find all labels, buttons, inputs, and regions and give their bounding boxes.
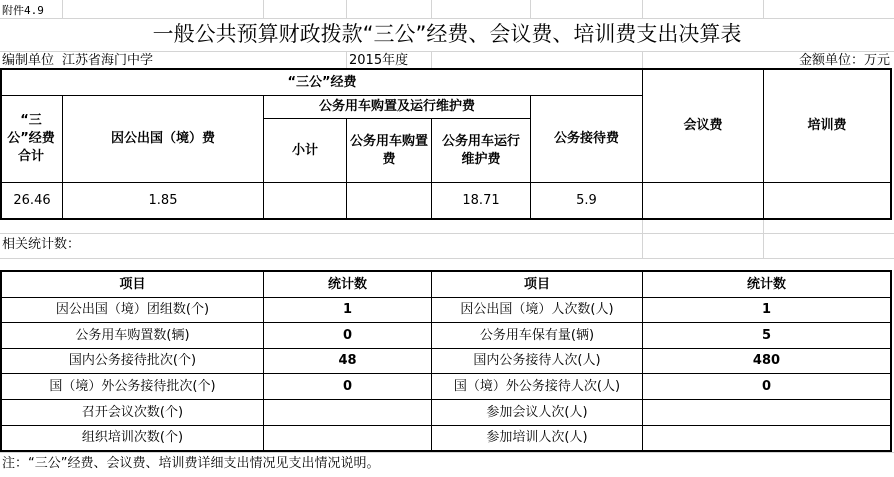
stats-item-1: 组织培训次数(个) xyxy=(81,430,184,445)
stats-item-1: 国内公务接待批次(个) xyxy=(68,353,197,368)
stats-count-2 xyxy=(643,426,890,450)
stats-count-2 xyxy=(643,400,890,425)
header-training: 培训费 xyxy=(807,118,847,133)
value-car-purchase xyxy=(347,183,431,218)
stats-count-1: 0 xyxy=(342,327,353,343)
header-reception: 公务接待费 xyxy=(553,131,619,146)
header-car-purchase: 公务用车购置费 xyxy=(350,133,429,167)
value-car-run: 18.71 xyxy=(462,192,500,208)
header-sangong: “三公”经费 xyxy=(287,74,357,90)
stats-count-2: 5 xyxy=(761,327,772,343)
unit-name: 江苏省海门中学 xyxy=(62,53,154,68)
stats-item-2: 参加培训人次(人) xyxy=(486,430,588,445)
header-sangong-total: “三公”经费合计 xyxy=(7,113,55,164)
stats-item-2: 国内公务接待人次(人) xyxy=(473,353,601,368)
stats-count-2: 1 xyxy=(761,302,772,317)
stats-count-1: 1 xyxy=(342,302,353,317)
stats-count-1 xyxy=(264,400,431,425)
stats-item-1: 公务用车购置数(辆) xyxy=(75,327,190,343)
header-car-run: 公务用车运行维护费 xyxy=(441,133,520,167)
stats-count-1: 0 xyxy=(342,378,353,394)
stats-item-2: 参加会议人次(人) xyxy=(486,404,588,420)
report-year: 2015年度 xyxy=(349,53,409,68)
stats-header-count-1: 统计数 xyxy=(327,276,367,292)
stats-count-2: 480 xyxy=(752,353,781,368)
value-abroad: 1.85 xyxy=(148,192,178,208)
header-meeting: 会议费 xyxy=(683,118,723,133)
unit-label: 编制单位 xyxy=(2,53,55,68)
stats-item-2: 因公出国（境）人次数(人) xyxy=(460,302,614,317)
stats-count-1: 48 xyxy=(338,353,357,368)
attachment-label: 附件4.9 xyxy=(2,4,44,17)
header-car-group: 公务用车购置及运行维护费 xyxy=(318,99,475,114)
stats-header-item-2: 项目 xyxy=(523,276,550,292)
stats-item-1: 因公出国（境）团组数(个) xyxy=(55,302,210,317)
stats-label: 相关统计数： xyxy=(2,237,81,252)
amount-unit: 金额单位：万元 xyxy=(798,53,890,68)
value-sangong-total: 26.46 xyxy=(13,192,51,208)
value-training xyxy=(764,183,890,218)
value-subtotal xyxy=(264,183,346,218)
stats-item-1: 召开会议次数(个) xyxy=(81,404,184,420)
stats-item-1: 国（境）外公务接待批次(个) xyxy=(49,378,216,394)
stats-item-2: 国（境）外公务接待人次(人) xyxy=(453,378,621,394)
page-title: 一般公共预算财政拨款“三公”经费、会议费、培训费支出决算表 xyxy=(152,22,742,46)
stats-header-count-2: 统计数 xyxy=(746,276,786,292)
stats-item-2: 公务用车保有量(辆) xyxy=(479,327,595,343)
value-reception: 5.9 xyxy=(576,192,597,208)
header-abroad: 因公出国（境）费 xyxy=(110,131,215,146)
stats-header-item-1: 项目 xyxy=(119,276,146,292)
footnote: 注：“三公”经费、会议费、培训费详细支出情况见支出情况说明。 xyxy=(2,456,380,471)
value-meeting xyxy=(643,183,763,218)
stats-count-2: 0 xyxy=(761,378,772,394)
header-subtotal: 小计 xyxy=(291,142,318,158)
stats-count-1 xyxy=(264,426,431,450)
